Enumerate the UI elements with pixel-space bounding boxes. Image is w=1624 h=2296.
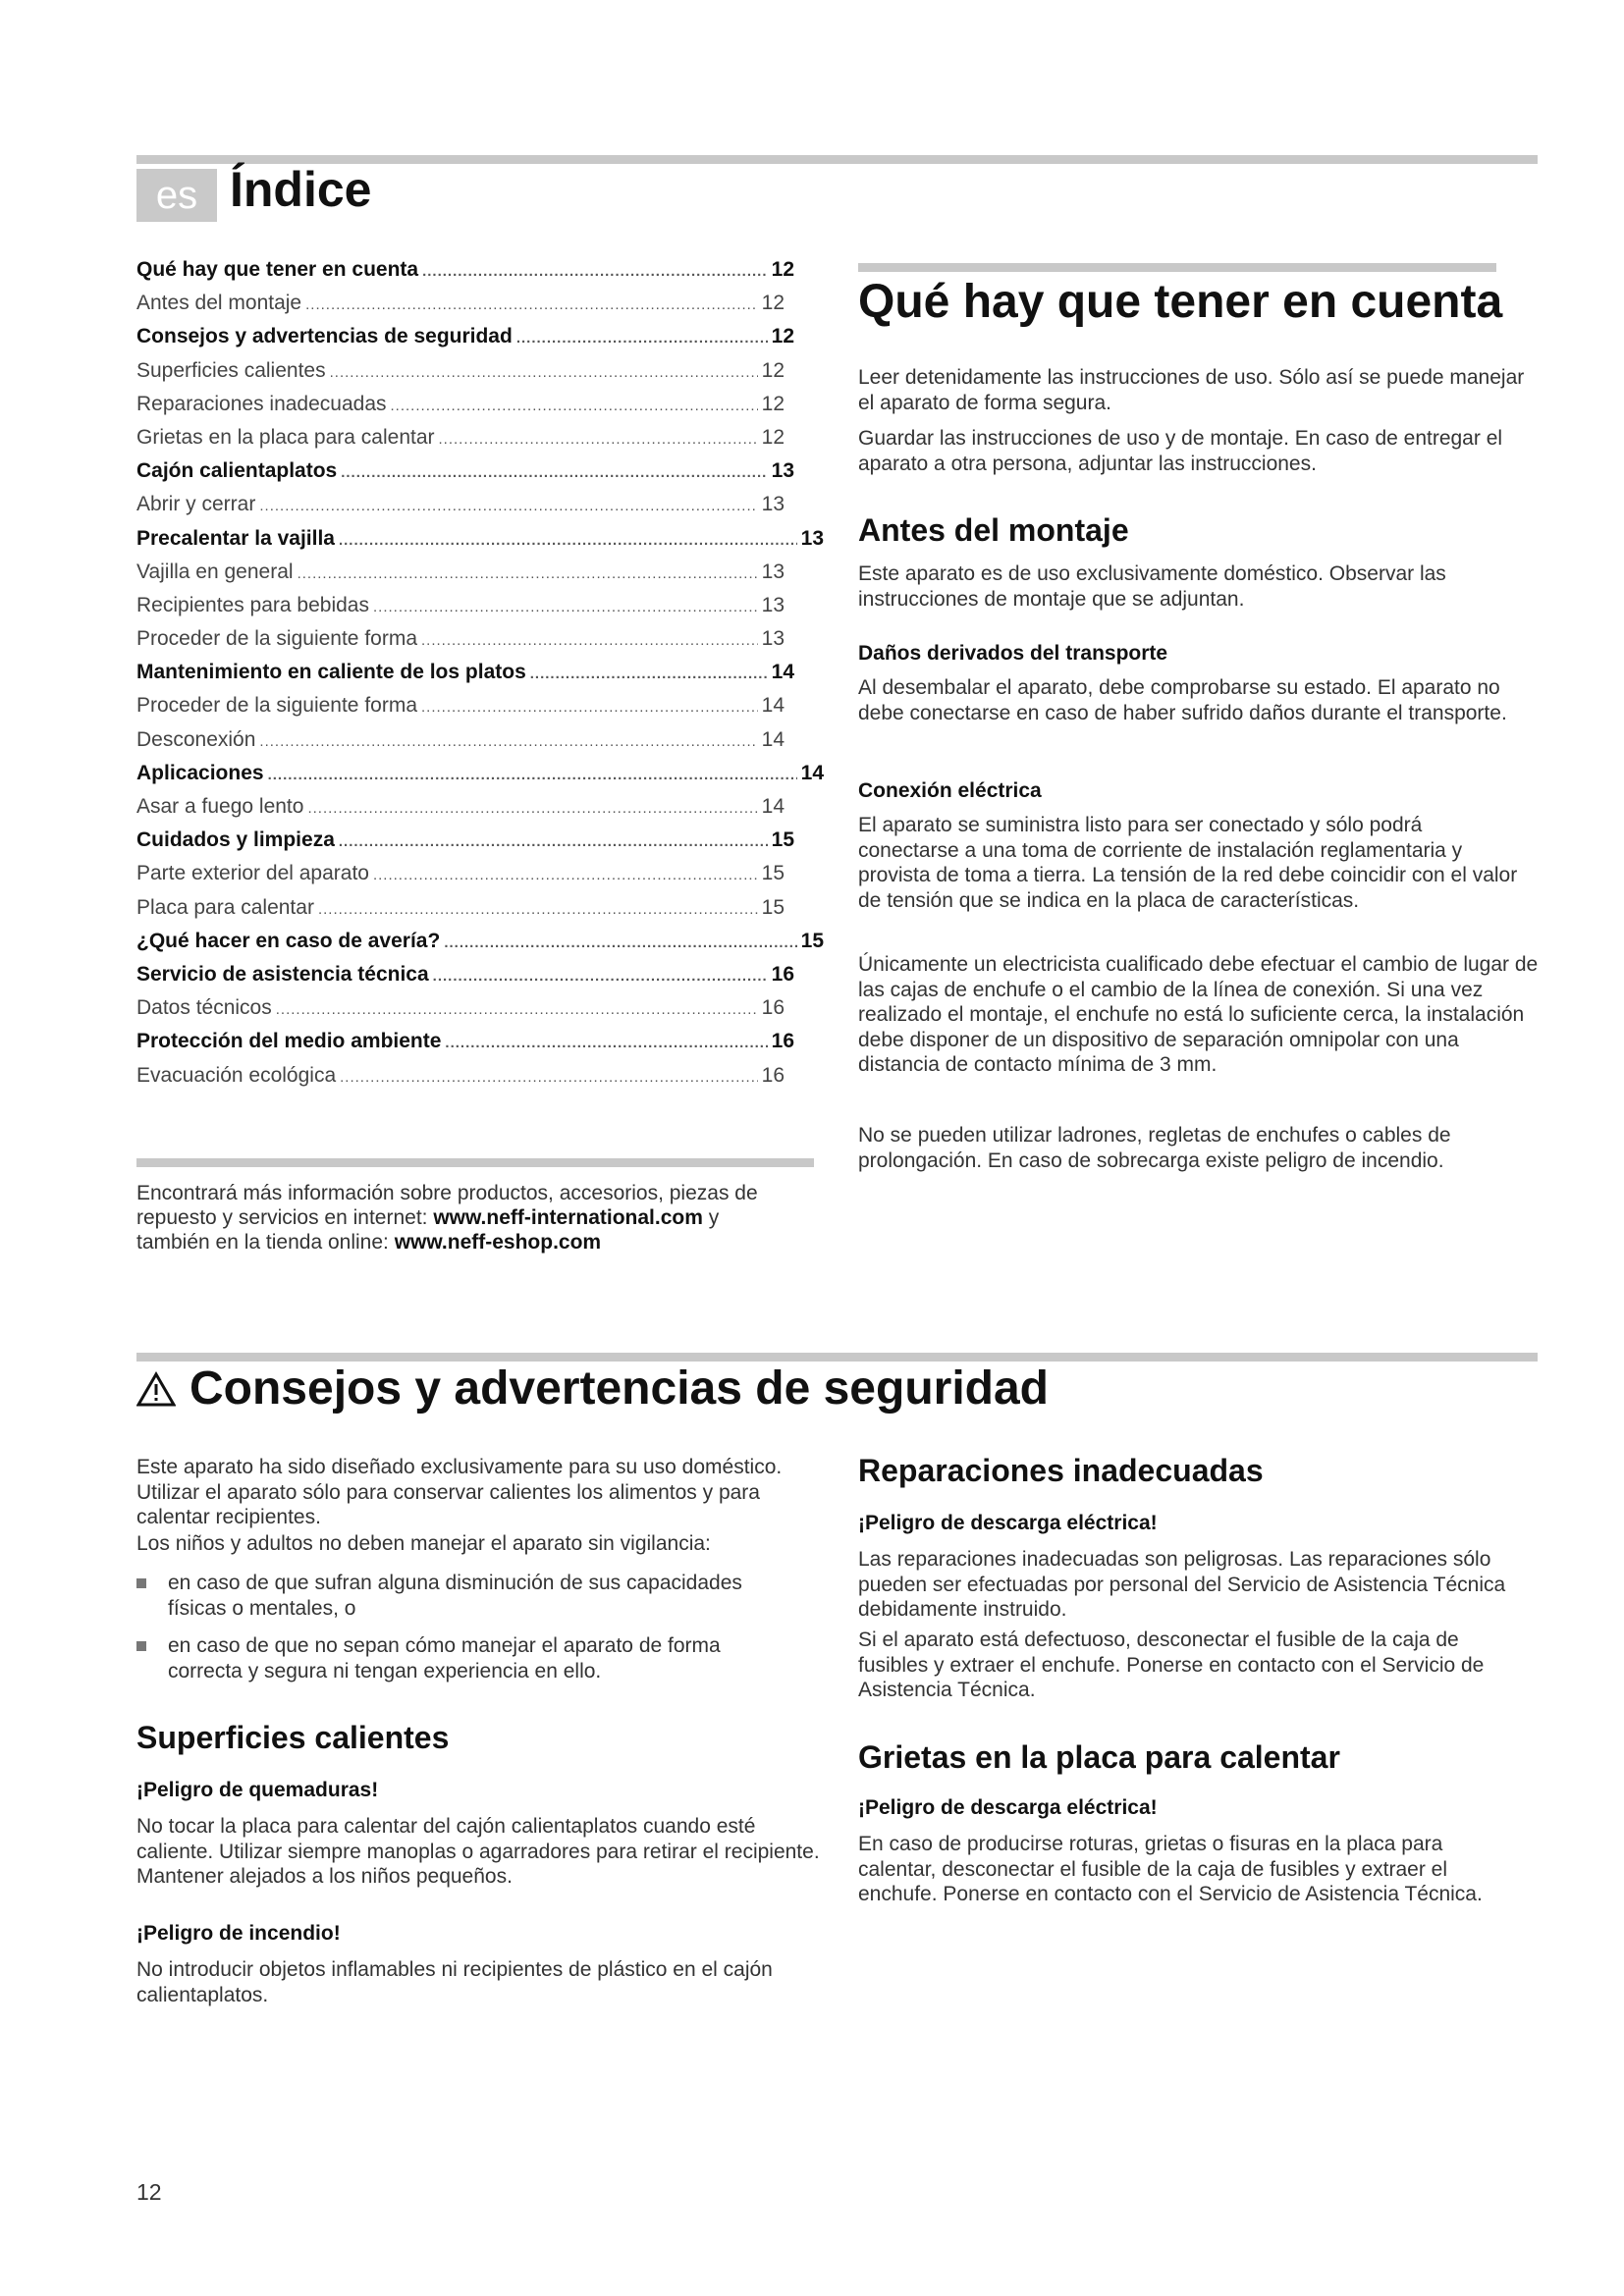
toc-entry-page: 14 [800,761,824,784]
antes-montaje-heading: Antes del montaje [858,512,1129,548]
toc-entry-title: Grietas en la placa para calentar [136,425,435,449]
toc-leader-dots [298,565,758,582]
toc-entry-title: Consejos y advertencias de seguridad [136,325,513,348]
toc-entry-title: Antes del montaje [136,292,302,315]
bullet-square-icon [136,1578,146,1588]
quemaduras-heading: ¡Peligro de quemaduras! [136,1779,379,1801]
section1-p2: Guardar las instrucciones de uso y de montaje. En caso de entregar el aparato a otra persona, adjuntar las instrucciones. [858,427,1503,475]
toc-entry-page: 16 [761,1063,785,1087]
toc-leader-dots [339,532,797,549]
toc-entry-page: 13 [761,627,785,651]
toc-entry-page: 13 [761,560,785,583]
toc-entry-title: Mantenimiento en caliente de los platos [136,661,526,684]
toc-leader-dots [421,632,758,649]
toc-leader-dots [422,263,768,280]
toc-entry-page: 12 [761,292,785,315]
superficies-heading: Superficies calientes [136,1720,450,1755]
incendio-text: No introducir objetos inflamables ni recipientes de plástico en el cajón calientaplatos. [136,1958,773,2006]
toc-entry-title: Desconexión [136,727,256,751]
more-info-text: Encontrará más información sobre productos, accesorios, piezas de repuesto y servicios en internet: www.neff-international.com y también en la tienda online: www.neff-eshop.com [136,1182,758,1254]
language-badge: es [136,169,217,222]
toc-entry-title: Evacuación ecológica [136,1063,337,1087]
quemaduras-text: No tocar la placa para calentar del cajón calientaplatos cuando esté caliente. Utilizar siempre manoplas o agarradores para retirar el recipiente. Mantener alejados a los niños pequeños. [136,1815,820,1888]
toc-leader-dots [340,1069,758,1086]
toc-entry-page: 15 [761,895,785,919]
toc-leader-dots [341,464,767,481]
toc-entry[interactable] [136,762,824,795]
grietas-heading: Grietas en la placa para calentar [858,1739,1340,1775]
toc-entry[interactable] [136,862,785,895]
toc-entry[interactable] [136,728,785,762]
neff-eshop-link[interactable]: www.neff-eshop.com [394,1231,602,1254]
toc-leader-dots [318,901,758,918]
toc-entry[interactable] [136,930,824,963]
toc-entry-page: 15 [761,862,785,885]
section2-rule [136,1353,1538,1362]
toc-entry[interactable] [136,426,785,459]
toc-entry-title: Datos técnicos [136,996,272,1020]
transporte-heading: Daños derivados del transporte [858,642,1168,665]
toc-entry-page: 14 [771,661,794,684]
toc-leader-dots [439,431,758,448]
toc-entry-title: Precalentar la vajilla [136,526,335,550]
neff-international-link[interactable]: www.neff-international.com [433,1206,703,1229]
toc-entry-title: Protección del medio ambiente [136,1030,442,1053]
page-number: 12 [136,2179,162,2205]
warning-triangle-icon [136,1371,176,1407]
toc-entry-page: 14 [761,795,785,818]
toc-entry[interactable] [136,527,824,561]
toc-entry-title: Superficies calientes [136,358,326,382]
toc-entry[interactable] [136,325,794,358]
toc-leader-dots [276,1001,758,1018]
toc-entry-page: 14 [761,727,785,751]
toc-entry-page: 12 [771,325,794,348]
toc-entry-page: 13 [771,459,794,483]
table-of-contents [136,258,824,1097]
toc-entry-page: 13 [761,593,785,616]
conexion-text-1: El aparato se suministra listo para ser conectado y sólo podrá conectarse a una toma de corriente de instalación reglamentaria y provista de toma a tierra. La tensión de la red debe coincidir con el valor de tensión que se indica en la placa de características. [858,814,1518,912]
toc-entry-title: Recipientes para bebidas [136,593,369,616]
toc-leader-dots [268,767,797,783]
index-title: Índice [230,162,372,217]
toc-entry-title: Proceder de la siguiente forma [136,627,417,651]
conexion-text-3: No se pueden utilizar ladrones, regletas de enchufes o cables de prolongación. En caso de sobrecarga existe peligro de incendio. [858,1124,1451,1172]
toc-leader-dots [305,296,758,313]
grietas-text: En caso de producirse roturas, grietas o fisuras en la placa para calentar, desconectar el fusible de la caja de fusibles y extraer el enchufe. Ponerse en contacto con el Servicio de Asistencia Técnica. [858,1833,1483,1905]
toc-entry[interactable] [136,661,794,694]
toc-entry-title: Abrir y cerrar [136,493,256,516]
consejos-text-2: Los niños y adultos no deben manejar el aparato sin vigilancia: [136,1532,711,1555]
toc-leader-dots [373,867,758,883]
toc-entry-page: 13 [800,526,824,550]
section1-rule [858,263,1496,272]
toc-entry-page: 12 [761,425,785,449]
reparaciones-text-2: Si el aparato está defectuoso, desconectar el fusible de la caja de fusibles y extraer el enchufe. Ponerse en contacto con el Servicio de Asistencia Técnica. [858,1629,1485,1701]
toc-leader-dots [259,733,757,750]
toc-leader-dots [373,599,758,615]
toc-entry[interactable] [136,963,794,996]
toc-entry-title: Vajilla en general [136,560,294,583]
bullet-square-icon [136,1641,146,1651]
toc-leader-dots [444,934,796,951]
toc-entry[interactable] [136,896,785,930]
toc-entry[interactable] [136,828,794,862]
toc-entry-title: Cajón calientaplatos [136,459,338,483]
toc-entry[interactable] [136,594,785,627]
toc-entry-title: Parte exterior del aparato [136,862,369,885]
toc-entry-page: 16 [771,962,794,986]
incendio-heading: ¡Peligro de incendio! [136,1922,341,1945]
descarga-heading-2: ¡Peligro de descarga eléctrica! [858,1796,1158,1819]
toc-leader-dots [516,330,768,347]
info-rule [136,1158,814,1167]
toc-entry-title: Asar a fuego lento [136,795,304,818]
transporte-text: Al desembalar el aparato, debe comprobarse su estado. El aparato no debe conectarse en caso de haber sufrido daños durante el transporte. [858,676,1507,724]
toc-entry[interactable] [136,359,785,393]
toc-entry-title: Proceder de la siguiente forma [136,694,417,718]
toc-entry-title: Servicio de asistencia técnica [136,962,429,986]
toc-entry[interactable] [136,627,785,661]
toc-entry[interactable] [136,996,785,1030]
toc-entry[interactable] [136,459,794,493]
toc-entry[interactable] [136,258,794,292]
toc-leader-dots [339,833,768,850]
toc-entry[interactable] [136,561,785,594]
section1-title: Qué hay que tener en cuenta [858,276,1503,328]
toc-entry-title: ¿Qué hacer en caso de avería? [136,929,441,952]
toc-entry-page: 13 [761,493,785,516]
toc-leader-dots [433,968,768,985]
toc-entry[interactable] [136,694,785,727]
descarga-heading-1: ¡Peligro de descarga eléctrica! [858,1512,1158,1534]
toc-leader-dots [391,398,758,414]
toc-leader-dots [259,498,757,514]
toc-entry-title: Cuidados y limpieza [136,828,335,852]
toc-entry[interactable] [136,1064,785,1097]
toc-leader-dots [307,800,757,817]
toc-entry[interactable] [136,1030,794,1063]
toc-leader-dots [445,1035,767,1051]
toc-entry[interactable] [136,493,785,526]
reparaciones-heading: Reparaciones inadecuadas [858,1453,1264,1488]
toc-entry-page: 16 [761,996,785,1020]
consejos-text-1: Este aparato ha sido diseñado exclusivamente para su uso doméstico. Utilizar el aparato sólo para conservar calientes los alimentos y para calentar recipientes. [136,1456,783,1528]
toc-entry-page: 12 [761,358,785,382]
toc-entry-page: 12 [771,258,794,281]
antes-montaje-text: Este aparato es de uso exclusivamente doméstico. Observar las instrucciones de montaje que se adjuntan. [858,562,1446,611]
toc-entry-page: 15 [771,828,794,852]
section2-title: Consejos y advertencias de seguridad [136,1362,1049,1415]
toc-entry[interactable] [136,795,785,828]
reparaciones-text-1: Las reparaciones inadecuadas son peligrosas. Las reparaciones sólo pueden ser efectuadas por personal del Servicio de Asistencia Técnica debidamente instruido. [858,1548,1506,1621]
toc-entry-title: Reparaciones inadecuadas [136,392,387,415]
toc-entry[interactable] [136,292,785,325]
section1-p1: Leer detenidamente las instrucciones de uso. Sólo así se puede manejar el aparato de forma segura. [858,366,1525,414]
toc-leader-dots [330,364,758,381]
toc-entry-page: 16 [771,1030,794,1053]
conexion-heading: Conexión eléctrica [858,779,1042,802]
toc-entry-page: 14 [761,694,785,718]
toc-entry[interactable] [136,393,785,426]
toc-leader-dots [421,699,758,716]
toc-entry-title: Aplicaciones [136,761,264,784]
toc-entry-title: Placa para calentar [136,895,314,919]
conexion-text-2: Únicamente un electricista cualificado debe efectuar el cambio de lugar de las cajas de enchufe o el cambio de la línea de conexión. Si una vez realizado el montaje, el enchufe no está lo suficiente cerca, la instalación debe disponer de un dispositivo de separación omnipolar con una distancia de contacto mínima de 3 mm. [858,953,1539,1076]
toc-entry-page: 12 [761,392,785,415]
toc-leader-dots [530,666,768,682]
toc-entry-page: 15 [800,929,824,952]
toc-entry-title: Qué hay que tener en cuenta [136,258,419,281]
